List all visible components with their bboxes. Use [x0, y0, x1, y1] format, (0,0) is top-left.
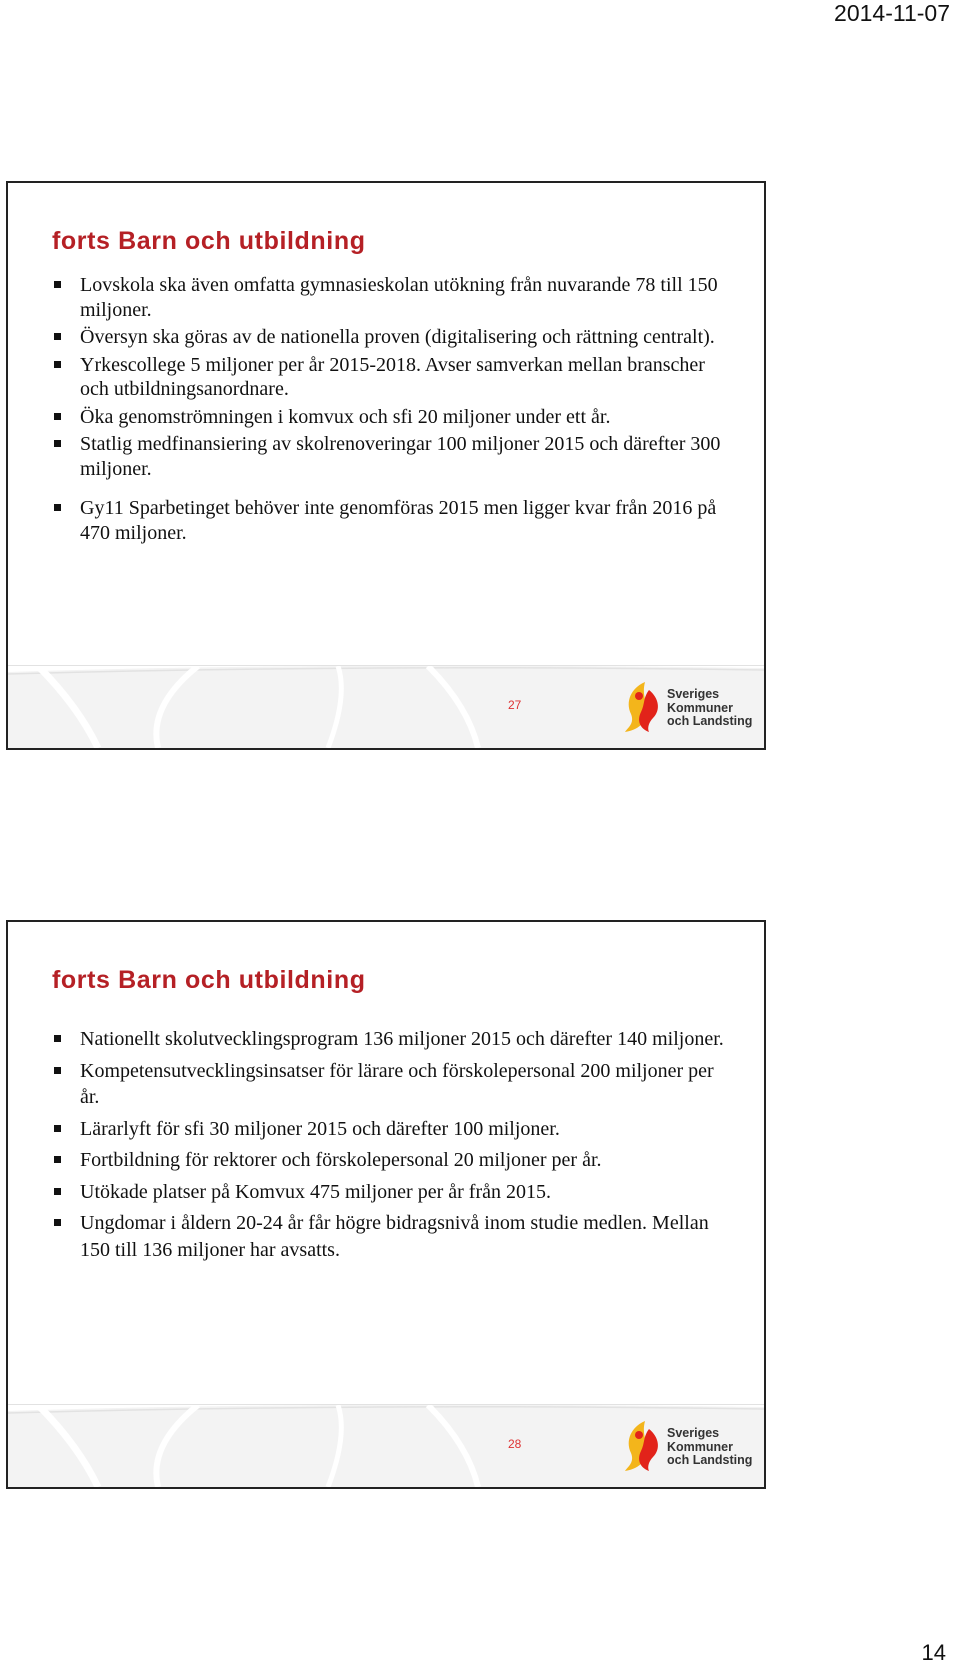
bullet-text: Öka genomströmningen i komvux och sfi 20 miljoner under ett år. — [80, 405, 611, 428]
bullet-item — [52, 325, 724, 350]
bullet-item — [52, 496, 724, 545]
bullet-item — [52, 1116, 724, 1143]
logo-line: Kommuner — [667, 700, 733, 715]
bullet-item — [52, 273, 724, 322]
bullet-text: Utökade platser på Komvux 475 miljoner per år från 2015. — [80, 1180, 551, 1203]
bullet-list — [52, 273, 724, 548]
page-number: 14 — [921, 1640, 946, 1665]
skl-logo — [623, 680, 753, 736]
square-bullet-icon — [54, 1125, 61, 1132]
bullet-text: Yrkescollege 5 miljoner per år 2015-2018. Avser samverkan mellan branscher och utbildningsanordnare. — [80, 353, 705, 400]
logo-line: och Landsting — [667, 1453, 753, 1467]
bullet-text: Lärarlyft för sfi 30 miljoner 2015 och därefter 100 miljoner. — [80, 1117, 560, 1140]
square-bullet-icon — [54, 333, 61, 340]
slide-number: 27 — [508, 698, 522, 712]
skl-logo — [623, 1419, 753, 1475]
square-bullet-icon — [54, 1067, 61, 1074]
bullet-text: Fortbildning för rektorer och förskolepersonal 20 miljoner per år. — [80, 1149, 602, 1171]
square-bullet-icon — [54, 1219, 61, 1226]
bullet-text: Nationellt skolutvecklingsprogram 136 miljoner 2015 och därefter 140 miljoner. — [80, 1028, 724, 1050]
bullet-item — [52, 405, 724, 430]
logo-line: Kommuner — [667, 1439, 733, 1454]
bullet-text: Statlig medfinansiering av skolrenoveringar 100 miljoner 2015 och därefter 300 miljoner. — [80, 433, 721, 480]
bullet-item — [52, 1058, 724, 1111]
bullet-item — [52, 1026, 724, 1053]
slide-footer — [8, 1404, 764, 1487]
logo-line: Sveriges — [667, 687, 720, 701]
slide-footer — [8, 665, 764, 748]
slide-28 — [6, 920, 766, 1489]
flame-heart-icon — [623, 1419, 663, 1473]
flame-heart-icon — [623, 680, 663, 734]
logo-line: och Landsting — [667, 714, 753, 728]
logo-text — [667, 1427, 752, 1468]
logo-line: Sveriges — [667, 1426, 720, 1440]
header-date: 2014-11-07 — [834, 0, 950, 26]
square-bullet-icon — [54, 1035, 61, 1042]
square-bullet-icon — [54, 413, 61, 420]
slide-title: forts Barn och utbildning — [52, 966, 366, 994]
square-bullet-icon — [54, 1188, 61, 1195]
bullet-text: Gy11 Sparbetinget behöver inte genomföras 2015 men ligger kvar från 2016 på 470 miljoner. — [80, 497, 717, 544]
slide-title: forts Barn och utbildning — [52, 227, 366, 255]
slide-number: 28 — [508, 1437, 522, 1451]
bullet-text: Ungdomar i åldern 20-24 år får högre bidragsnivå inom studie medlen. Mellan 150 till 136 miljoner har avsatts. — [80, 1212, 709, 1261]
bullet-item — [52, 1147, 724, 1174]
slide-27 — [6, 181, 766, 750]
square-bullet-icon — [54, 361, 61, 368]
square-bullet-icon — [54, 440, 61, 447]
logo-text — [667, 688, 752, 729]
bullet-item — [52, 432, 724, 481]
bullet-item — [52, 353, 724, 402]
bullet-item — [52, 1210, 724, 1263]
bullet-list — [52, 1026, 724, 1268]
square-bullet-icon — [54, 504, 61, 511]
bullet-text: Lovskola ska även omfatta gymnasieskolan utökning från nuvarande 78 till 150 miljoner. — [80, 274, 718, 321]
bullet-text: Översyn ska göras av de nationella proven (digitalisering och rättning centralt). — [80, 326, 715, 348]
square-bullet-icon — [54, 281, 61, 288]
bullet-text: Kompetensutvecklingsinsatser för lärare och förskolepersonal 200 miljoner per år. — [80, 1059, 714, 1108]
bullet-item — [52, 1179, 724, 1206]
square-bullet-icon — [54, 1156, 61, 1163]
